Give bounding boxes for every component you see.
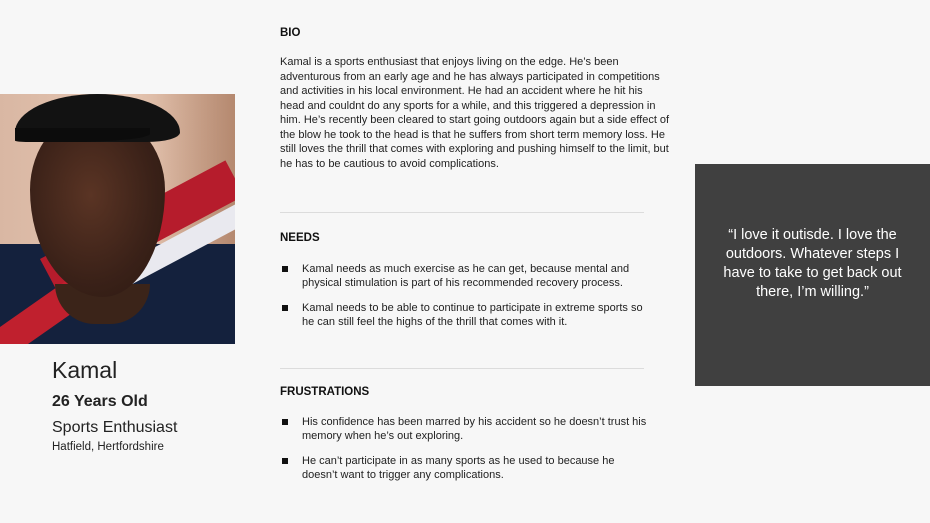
persona-age: 26 Years Old xyxy=(52,393,148,410)
persona-photo xyxy=(0,94,235,344)
persona-role: Sports Enthusiast xyxy=(52,419,178,436)
photo-cap-brim xyxy=(15,128,150,142)
frustrations-item-text: He can’t participate in as many sports as he used to because he doesn’t want to trigger any complications. xyxy=(302,455,615,481)
quote-text: “I love it outisde. I love the outdoors. Whatever steps I have to take to get back out there, I’m willing.” xyxy=(723,227,902,300)
needs-item xyxy=(280,262,655,290)
bullet-square-icon xyxy=(282,305,288,311)
divider-needs-frustrations xyxy=(280,368,644,369)
frustrations-heading: FRUSTRATIONS xyxy=(280,386,370,398)
frustrations-list xyxy=(280,415,650,482)
bio-heading: BIO xyxy=(280,27,301,39)
bio-text: Kamal is a sports enthusiast that enjoys living on the edge. He’s been adventurous from an early age and he has always participated in competitions and activities in his local environment. He had an accident where he hit his head and couldnt do any sports for a while, and this triggered a depression in him. He’s recently been cleared to start going outdoors again but a side effect of the blow he took to the head is that he suffers from short term memory loss. He still loves the thrill that comes with exploring and pushing himself to the limit, but he has to be cautious to avoid complications. xyxy=(280,56,670,170)
needs-item xyxy=(280,301,655,329)
needs-heading: NEEDS xyxy=(280,232,320,244)
persona-location: Hatfield, Hertfordshire xyxy=(52,441,164,453)
bullet-square-icon xyxy=(282,419,288,425)
frustrations-item xyxy=(280,415,650,443)
persona-name: Kamal xyxy=(52,357,118,383)
needs-list xyxy=(280,262,655,329)
bullet-square-icon xyxy=(282,266,288,272)
needs-item-text: Kamal needs as much exercise as he can get, because mental and physical stimulation is part of his recommended recovery process. xyxy=(302,263,630,289)
needs-item-text: Kamal needs to be able to continue to participate in extreme sports so he can still feel the highs of the thrill that comes with it. xyxy=(302,302,643,328)
frustrations-item-text: His confidence has been marred by his accident so he doesn’t trust his memory when he’s out exploring. xyxy=(302,416,647,442)
frustrations-item xyxy=(280,454,640,482)
divider-bio-needs xyxy=(280,212,644,213)
quote-box xyxy=(695,164,930,386)
bullet-square-icon xyxy=(282,458,288,464)
